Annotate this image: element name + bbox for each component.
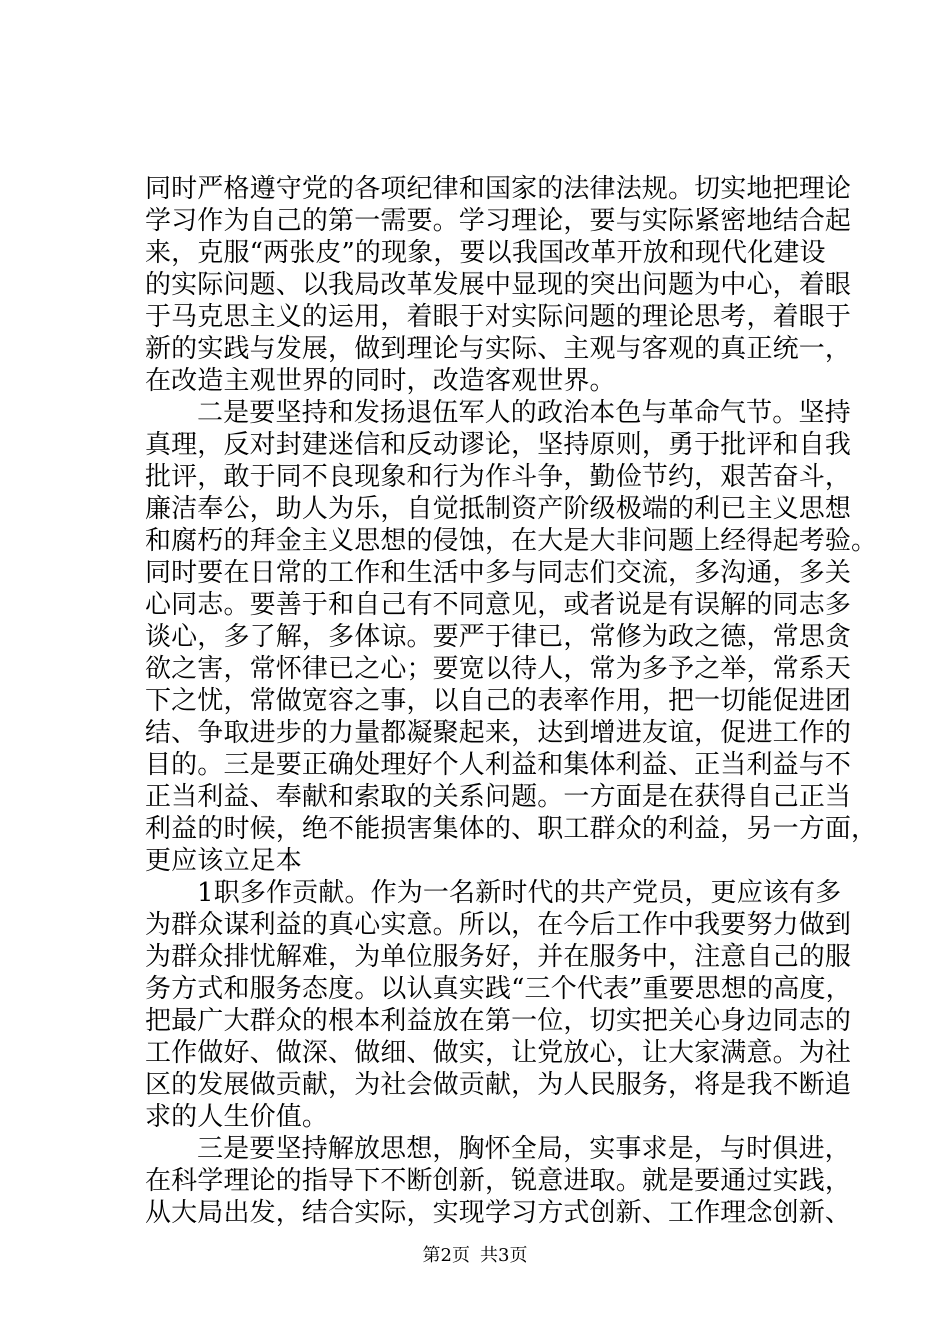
text-line: 欲之害，常怀律已之心；要宽以待人，常为多予之举，常系天 xyxy=(145,654,852,684)
page-total: 共3页 xyxy=(480,1245,528,1266)
paragraph-start-line: 二是要坚持和发扬退伍军人的政治本色与革命气节。坚持 xyxy=(197,398,851,428)
text-line: 求的人生价值。 xyxy=(145,1102,329,1132)
text-line: 目的。三是要正确处理好个人利益和集体利益、正当利益与不 xyxy=(145,750,852,780)
text-line: 在改造主观世界的同时，改造客观世界。 xyxy=(145,366,616,396)
text-line: 于马克思主义的运用，着眼于对实际问题的理论思考，着眼于 xyxy=(145,302,852,332)
text-line: 更应该立足本 xyxy=(145,846,302,876)
text-line: 和腐朽的拜金主义思想的侵蚀，在大是大非问题上经得起考验。 xyxy=(145,526,878,556)
text-line: 在科学理论的指导下不断创新，锐意进取。就是要通过实践， xyxy=(145,1166,852,1196)
document-body xyxy=(145,173,878,1229)
text-line: 利益的时候，绝不能损害集体的、职工群众的利益，另一方面， xyxy=(145,814,878,844)
page-number: 第2页 xyxy=(422,1245,470,1266)
text-line: 批评，敢于同不良现象和行为作斗争，勤俭节约，艰苦奋斗， xyxy=(145,462,852,492)
text-line: 结、争取进步的力量都凝聚起来，达到增进友谊，促进工作的 xyxy=(145,718,852,748)
paragraph-start-line: 1职多作贡献。作为一名新时代的共产党员，更应该有多 xyxy=(197,878,842,908)
text-line: 廉洁奉公，助人为乐，自觉抵制资产阶级极端的利已主义思想 xyxy=(145,494,852,524)
text-line: 务方式和服务态度。以认真实践“三个代表”重要思想的高度， xyxy=(145,974,852,1004)
text-line: 为群众谋利益的真心实意。所以，在今后工作中我要努力做到 xyxy=(145,910,852,940)
paragraph-start-line: 三是要坚持解放思想，胸怀全局，实事求是，与时俱进， xyxy=(197,1134,851,1164)
page-footer xyxy=(0,1245,950,1267)
text-line: 学习作为自己的第一需要。学习理论，要与实际紧密地结合起 xyxy=(145,206,852,236)
text-line: 心同志。要善于和自己有不同意见，或者说是有误解的同志多 xyxy=(145,590,852,620)
text-line: 谈心，多了解，多体谅。要严于律已，常修为政之德，常思贪 xyxy=(145,622,852,652)
text-line: 下之忧，常做宽容之事，以自己的表率作用，把一切能促进团 xyxy=(145,686,852,716)
text-line: 真理，反对封建迷信和反动谬论，坚持原则，勇于批评和自我 xyxy=(145,430,852,460)
text-line: 为群众排忧解难，为单位服务好，并在服务中，注意自己的服 xyxy=(145,942,852,972)
text-line: 同时要在日常的工作和生活中多与同志们交流，多沟通，多关 xyxy=(145,558,852,588)
text-line: 工作做好、做深、做细、做实，让党放心，让大家满意。为社 xyxy=(145,1038,852,1068)
text-line: 区的发展做贡献，为社会做贡献，为人民服务，将是我不断追 xyxy=(145,1070,852,1100)
text-line: 新的实践与发展，做到理论与实际、主观与客观的真正统一， xyxy=(145,334,852,364)
text-line: 正当利益、奉献和索取的关系问题。一方面是在获得自己正当 xyxy=(145,782,852,812)
text-line: 把最广大群众的根本利益放在第一位，切实把关心身边同志的 xyxy=(145,1006,852,1036)
text-line: 同时严格遵守党的各项纪律和国家的法律法规。切实地把理论 xyxy=(145,174,852,204)
text-line: 从大局出发，结合实际，实现学习方式创新、工作理念创新、 xyxy=(145,1198,852,1228)
text-line: 的实际问题、以我局改革发展中显现的突出问题为中心，着眼 xyxy=(145,270,852,300)
text-line: 来，克服“两张皮”的现象，要以我国改革开放和现代化建设 xyxy=(145,238,826,268)
